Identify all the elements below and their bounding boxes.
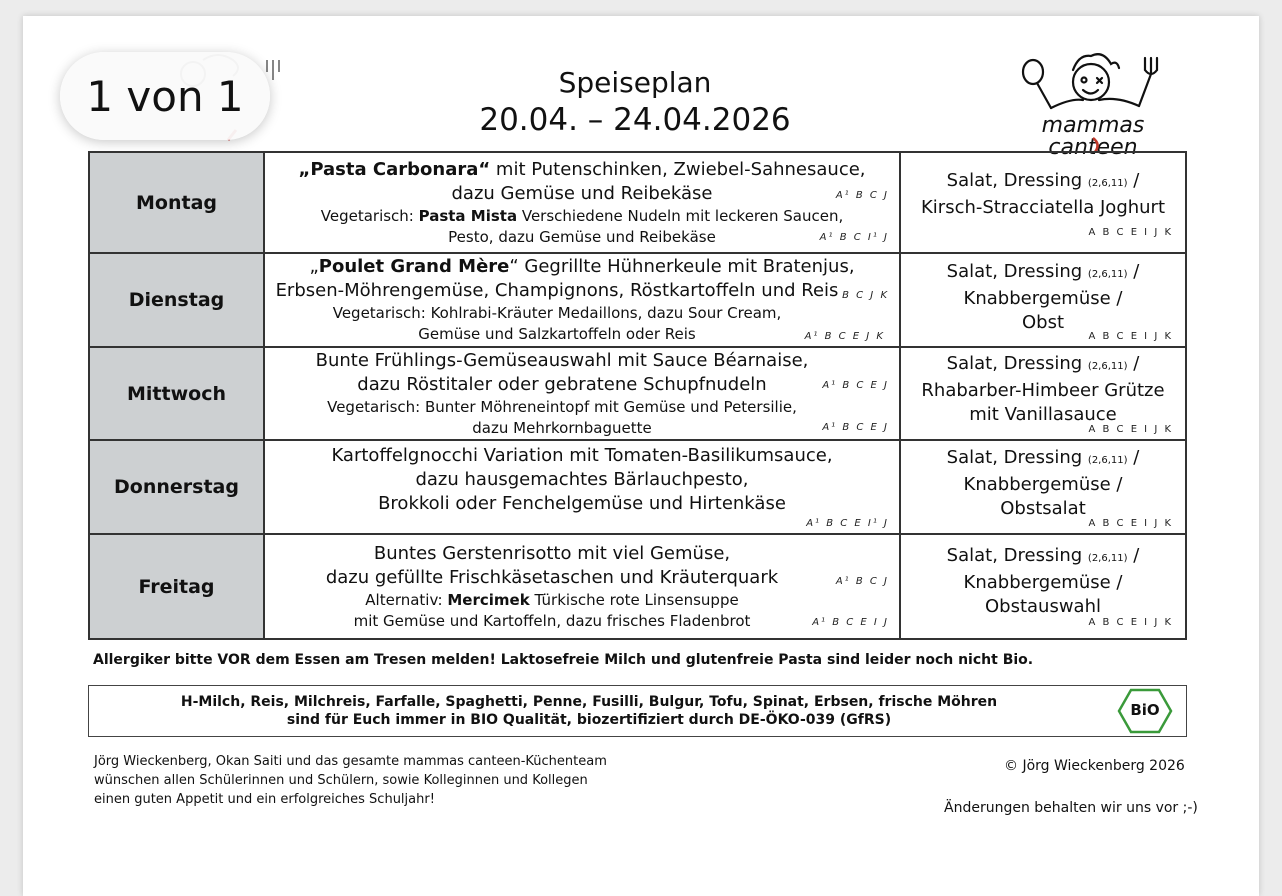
side-line: Obstsalat xyxy=(1000,497,1086,519)
day-cell: Mittwoch xyxy=(89,347,264,440)
dish-desc: mit Putenschinken, Zwiebel-Sahnesauce, xyxy=(490,158,866,180)
menu-table xyxy=(88,151,1187,640)
side-sep: / xyxy=(1127,446,1140,468)
veg-prefix: Alternativ: xyxy=(365,590,448,609)
main-dish-cell xyxy=(264,253,900,347)
side-sep: / xyxy=(1127,170,1140,191)
bio-seal-text: BiO xyxy=(1130,701,1160,719)
main-dish-cell xyxy=(264,152,900,253)
side-line xyxy=(901,169,1185,196)
bio-text xyxy=(89,693,1089,729)
footer-line: Jörg Wieckenberg, Okan Saiti und das gesamte mammas canteen-Küchenteam xyxy=(94,754,607,769)
bio-line: sind für Euch immer in BIO Qualität, biozertifiziert durch DE-ÖKO-039 (GfRS) xyxy=(286,712,892,728)
main-dish-cell xyxy=(264,440,900,534)
dish-desc: “ Gegrillte Hühnerkeule mit Bratenjus, xyxy=(509,256,855,277)
day-cell: Freitag xyxy=(89,534,264,639)
footer-line: einen guten Appetit und ein erfolgreiches Schuljahr! xyxy=(94,792,435,807)
veg-dish-line xyxy=(265,206,899,227)
page-indicator-badge xyxy=(60,52,270,140)
side-sep: / xyxy=(1127,260,1140,282)
allergen-codes: A¹ B C E J xyxy=(822,380,889,391)
quote-open: „ xyxy=(309,256,319,277)
side-line: Knabbergemüse / xyxy=(963,287,1123,309)
main-dish-line: dazu Gemüse und Reibekäse xyxy=(451,182,713,204)
table-row xyxy=(89,534,1186,639)
allergen-codes: A¹ B C E I¹ J xyxy=(806,518,889,529)
allergen-codes: A¹ B C E J xyxy=(822,422,889,433)
dressing-codes: (2,6,11) xyxy=(1087,361,1128,372)
allergen-codes: A¹ B C E J K xyxy=(804,331,885,342)
veg-dish-line: Vegetarisch: Kohlrabi-Kräuter Medaillons, dazu Sour Cream, xyxy=(332,304,782,322)
side-dish-cell xyxy=(900,534,1186,639)
date-range: 20.04. – 24.04.2026 xyxy=(479,102,791,138)
side-salad: Salat, Dressing xyxy=(946,170,1083,191)
side-allergen-codes: A B C E I J K xyxy=(1088,331,1173,342)
side-salad: Salat, Dressing xyxy=(946,446,1083,468)
bio-info-box xyxy=(88,685,1187,737)
day-cell: Montag xyxy=(89,152,264,253)
veg-desc: Türkische rote Linsensuppe xyxy=(529,590,739,609)
side-line: Obstauswahl xyxy=(984,596,1101,617)
side-line xyxy=(901,446,1185,473)
side-allergen-codes: A B C E I J K xyxy=(1088,617,1173,628)
logo-text-canteen: canteen xyxy=(1048,135,1138,160)
main-dish-line: Buntes Gerstenrisotto mit viel Gemüse, xyxy=(373,542,731,564)
veg-dish-line: Pesto, dazu Gemüse und Reibekäse xyxy=(448,227,716,246)
dish-name: Poulet Grand Mère xyxy=(318,256,510,277)
footer-line: wünschen allen Schülerinnen und Schülern, sowie Kolleginnen und Kollegen xyxy=(94,773,588,788)
page-indicator: 1 von 1 xyxy=(86,71,244,121)
table-row xyxy=(89,253,1186,347)
side-line: Knabbergemüse / xyxy=(963,572,1123,593)
veg-dish-line: dazu Mehrkornbaguette xyxy=(472,418,652,437)
mammas-canteen-logo xyxy=(1011,50,1171,162)
side-line xyxy=(901,544,1185,571)
veg-dish-line: Gemüse und Salzkartoffeln oder Reis xyxy=(418,325,696,343)
main-dish-cell xyxy=(264,347,900,440)
allergy-note: Allergiker bitte VOR dem Essen am Tresen melden! Laktosefreie Milch und glutenfreie Pasta sind leider noch nicht Bio. xyxy=(93,652,1034,668)
dressing-codes: (2,6,11) xyxy=(1087,553,1128,564)
side-line xyxy=(901,352,1185,379)
main-dish-line: dazu gefüllte Frischkäsetaschen und Kräuterquark xyxy=(325,566,779,588)
main-dish-line: Brokkoli oder Fenchelgemüse und Hirtenkäse xyxy=(378,493,786,514)
side-allergen-codes: A B C E I J K xyxy=(1088,518,1173,529)
veg-dish-line xyxy=(265,590,899,611)
header-title-block xyxy=(440,66,830,140)
logo-text-mammas: mammas xyxy=(1041,113,1145,138)
dish-name: „Pasta Carbonara“ xyxy=(298,158,491,180)
copyright: © Jörg Wieckenberg 2026 xyxy=(1004,758,1185,774)
side-dish-cell xyxy=(900,253,1186,347)
side-line: Rhabarber-Himbeer Grütze xyxy=(921,380,1165,401)
veg-dish-name: Mercimek xyxy=(447,590,530,609)
veg-prefix: Vegetarisch: xyxy=(320,206,419,225)
footer-message xyxy=(94,752,607,809)
side-dish-cell xyxy=(900,347,1186,440)
allergen-codes: A¹ B C J xyxy=(835,190,889,201)
veg-desc: Verschiedene Nudeln mit leckeren Saucen, xyxy=(517,206,844,225)
table-row xyxy=(89,440,1186,534)
dressing-codes: (2,6,11) xyxy=(1087,454,1128,466)
side-salad: Salat, Dressing xyxy=(946,260,1083,282)
main-dish-line xyxy=(265,255,899,279)
side-line: mit Vanillasauce xyxy=(969,404,1117,425)
table-row xyxy=(89,152,1186,253)
allergen-codes: B C J K xyxy=(842,290,889,301)
side-dish-cell xyxy=(900,152,1186,253)
side-line: Kirsch-Stracciatella Joghurt xyxy=(920,197,1166,218)
main-dish-line xyxy=(265,158,899,182)
side-allergen-codes: A B C E I J K xyxy=(1088,424,1173,435)
bio-seal-icon xyxy=(1117,688,1173,734)
side-allergen-codes: A B C E I J K xyxy=(1088,227,1173,238)
allergen-codes: A¹ B C E I J xyxy=(812,617,889,628)
side-salad: Salat, Dressing xyxy=(946,545,1083,566)
changes-note: Änderungen behalten wir uns vor ;-) xyxy=(944,800,1198,816)
side-line xyxy=(901,260,1185,287)
dressing-codes: (2,6,11) xyxy=(1087,268,1128,280)
day-cell: Donnerstag xyxy=(89,440,264,534)
table-row xyxy=(89,347,1186,440)
side-dish-cell xyxy=(900,440,1186,534)
day-cell: Dienstag xyxy=(89,253,264,347)
main-dish-line: Erbsen-Möhrengemüse, Champignons, Röstkartoffeln und Reis xyxy=(275,280,839,301)
side-line: Obst xyxy=(1021,311,1065,333)
side-salad: Salat, Dressing xyxy=(946,353,1083,374)
main-dish-line: Bunte Frühlings-Gemüseauswahl mit Sauce Béarnaise, xyxy=(315,349,809,371)
allergen-codes: A¹ B C J xyxy=(835,576,889,587)
main-dish-line: Kartoffelgnocchi Variation mit Tomaten-Basilikumsauce, xyxy=(331,445,833,466)
main-dish-cell xyxy=(264,534,900,639)
allergen-codes: A¹ B C I¹ J xyxy=(819,232,889,243)
side-line: Knabbergemüse / xyxy=(963,473,1123,495)
side-sep: / xyxy=(1127,545,1140,566)
main-dish-line: dazu Röstitaler oder gebratene Schupfnudeln xyxy=(357,373,767,395)
veg-dish-line: mit Gemüse und Kartoffeln, dazu frisches Fladenbrot xyxy=(353,611,751,630)
page-title: Speiseplan xyxy=(558,66,712,99)
veg-dish-line: Vegetarisch: Bunter Möhreneintopf mit Gemüse und Petersilie, xyxy=(327,397,797,416)
veg-dish-name: Pasta Mista xyxy=(418,206,518,225)
main-dish-line: dazu hausgemachtes Bärlauchpesto, xyxy=(415,469,749,490)
dressing-codes: (2,6,11) xyxy=(1087,178,1128,189)
side-sep: / xyxy=(1127,353,1140,374)
bio-line: H-Milch, Reis, Milchreis, Farfalle, Spaghetti, Penne, Fusilli, Bulgur, Tofu, Spinat, Erbsen, frische Möhren xyxy=(180,694,998,710)
